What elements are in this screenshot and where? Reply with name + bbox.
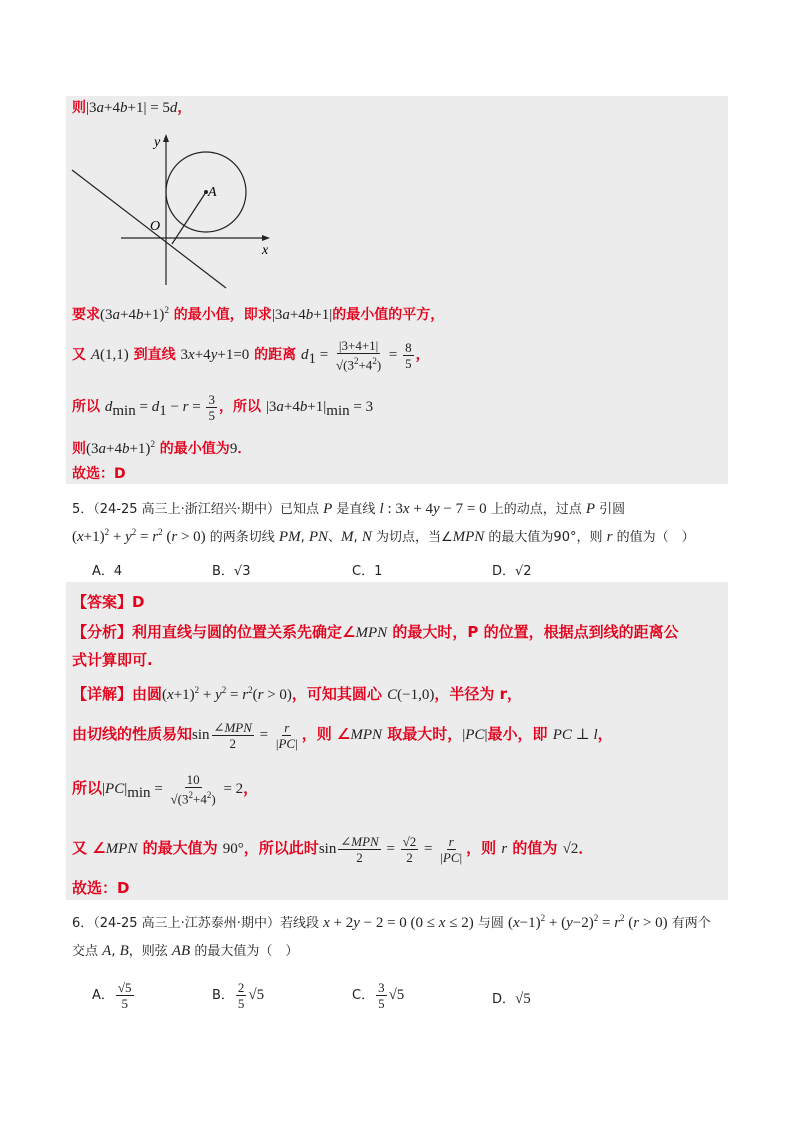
q6-option-a[interactable]: A． $\frac{√5}{5}$ (92, 980, 132, 1011)
q6-line2: 交点 A, B，则弦 AB 的最大值为（ ） (72, 943, 299, 959)
line-l (72, 170, 226, 288)
block2-detail4: 又 ∠MPN 的最大值为 90°，所以此时sin $\frac{\text{∠MPN}}{2}$ = $\frac{√2}{2}$ = $\frac{r}{|PC|}$ ，则 r 的值为 √2． (72, 833, 594, 865)
block2-detail2: 由切线的性质易知sin $\frac{\text{∠MPN}}{2}$ = $\frac{r}{|PC|}$ ，则 ∠MPN 取最大时，|PC|最小，即 PC ⊥ l， (72, 719, 613, 751)
q5-option-b[interactable]: B．√3 (212, 564, 251, 579)
label-y: y (154, 135, 161, 150)
block2-analysis1: 【分析】利用直线与圆的位置关系先确定∠MPN 的最大时，P 的位置，根据点到线的距离公 (72, 623, 679, 641)
x-axis-arrow (262, 235, 270, 241)
q5-option-a[interactable]: A．4 (92, 564, 123, 579)
block1-line1: 则|3a+4b+1| = 5d， (72, 100, 192, 116)
block1-line5: 则$(3a+4b+1)^2$ 的最小值为9． (72, 439, 252, 457)
q5-option-c[interactable]: C．1 (352, 564, 383, 579)
label-a: A (208, 185, 217, 200)
q5-option-d[interactable]: D．√2 (492, 564, 532, 579)
perpendicular-segment (172, 192, 206, 244)
block2-detail1: 【详解】由圆$(x+1)^2 + y^2 = r^2(r > 0)$，可知其圆心 C(−1,0)，半径为 r， (72, 685, 522, 703)
label-x: x (262, 243, 269, 258)
block2-detail3: 所以$|PC|_{min}$ = $\frac{10}{√(3^2+4^2)}$ = 2， (72, 771, 259, 807)
block1-line4: 所以 $d_{min} = d_1 - r$ = $\frac{3}{5}$ ，所以 $|3a+4b+1|_{min} = 3$ (72, 391, 374, 423)
label-o: O (150, 219, 161, 234)
block1-line3: 又 A(1,1) 到直线 3x+4y+1=0 的距离 $d_1$ = $\frac{|3+4+1|}{√(3^2+4^2)}$ = $\frac{8}{5}$ ， (72, 338, 430, 373)
y-axis-arrow (163, 134, 169, 142)
q6-option-b[interactable]: B． $\frac{2}{5}$ √5 (212, 980, 265, 1011)
q6-option-c[interactable]: C． $\frac{3}{5}$ √5 (352, 980, 405, 1011)
block1-answer: 故选：D (72, 466, 126, 482)
q5-line1: 5．（24-25 高三上·浙江绍兴·期中）已知点 P 是直线 l : 3x + 4y − 7 = 0 上的动点，过点 P 引圆 (72, 501, 626, 517)
block2-answer: 【答案】D (72, 593, 145, 611)
block2-analysis2: 式计算即可. (72, 651, 153, 669)
block2-final: 故选：D (72, 879, 130, 897)
q6-option-d[interactable]: D．√5 (492, 991, 531, 1007)
block1-line2: 要求$(3a+4b+1)^2$ 的最小值，即求|3a+4b+1|的最小值的平方， (72, 305, 445, 323)
q6-line1: 6．（24-25 高三上·江苏泰州·期中）若线段 x + 2y − 2 = 0 (0 ≤ x ≤ 2) 与圆 $(x-1)^2 + (y-2)^2 = r^2$ (r > 0) 有两个 (72, 913, 711, 931)
circle-tangent-figure (66, 130, 286, 290)
q5-line2: $(x+1)^2 + y^2 = r^2$ (r > 0) 的两条切线 PM, PN、M, N 为切点，当∠MPN 的最大值为90°，则 r 的值为（ ） (72, 527, 695, 545)
